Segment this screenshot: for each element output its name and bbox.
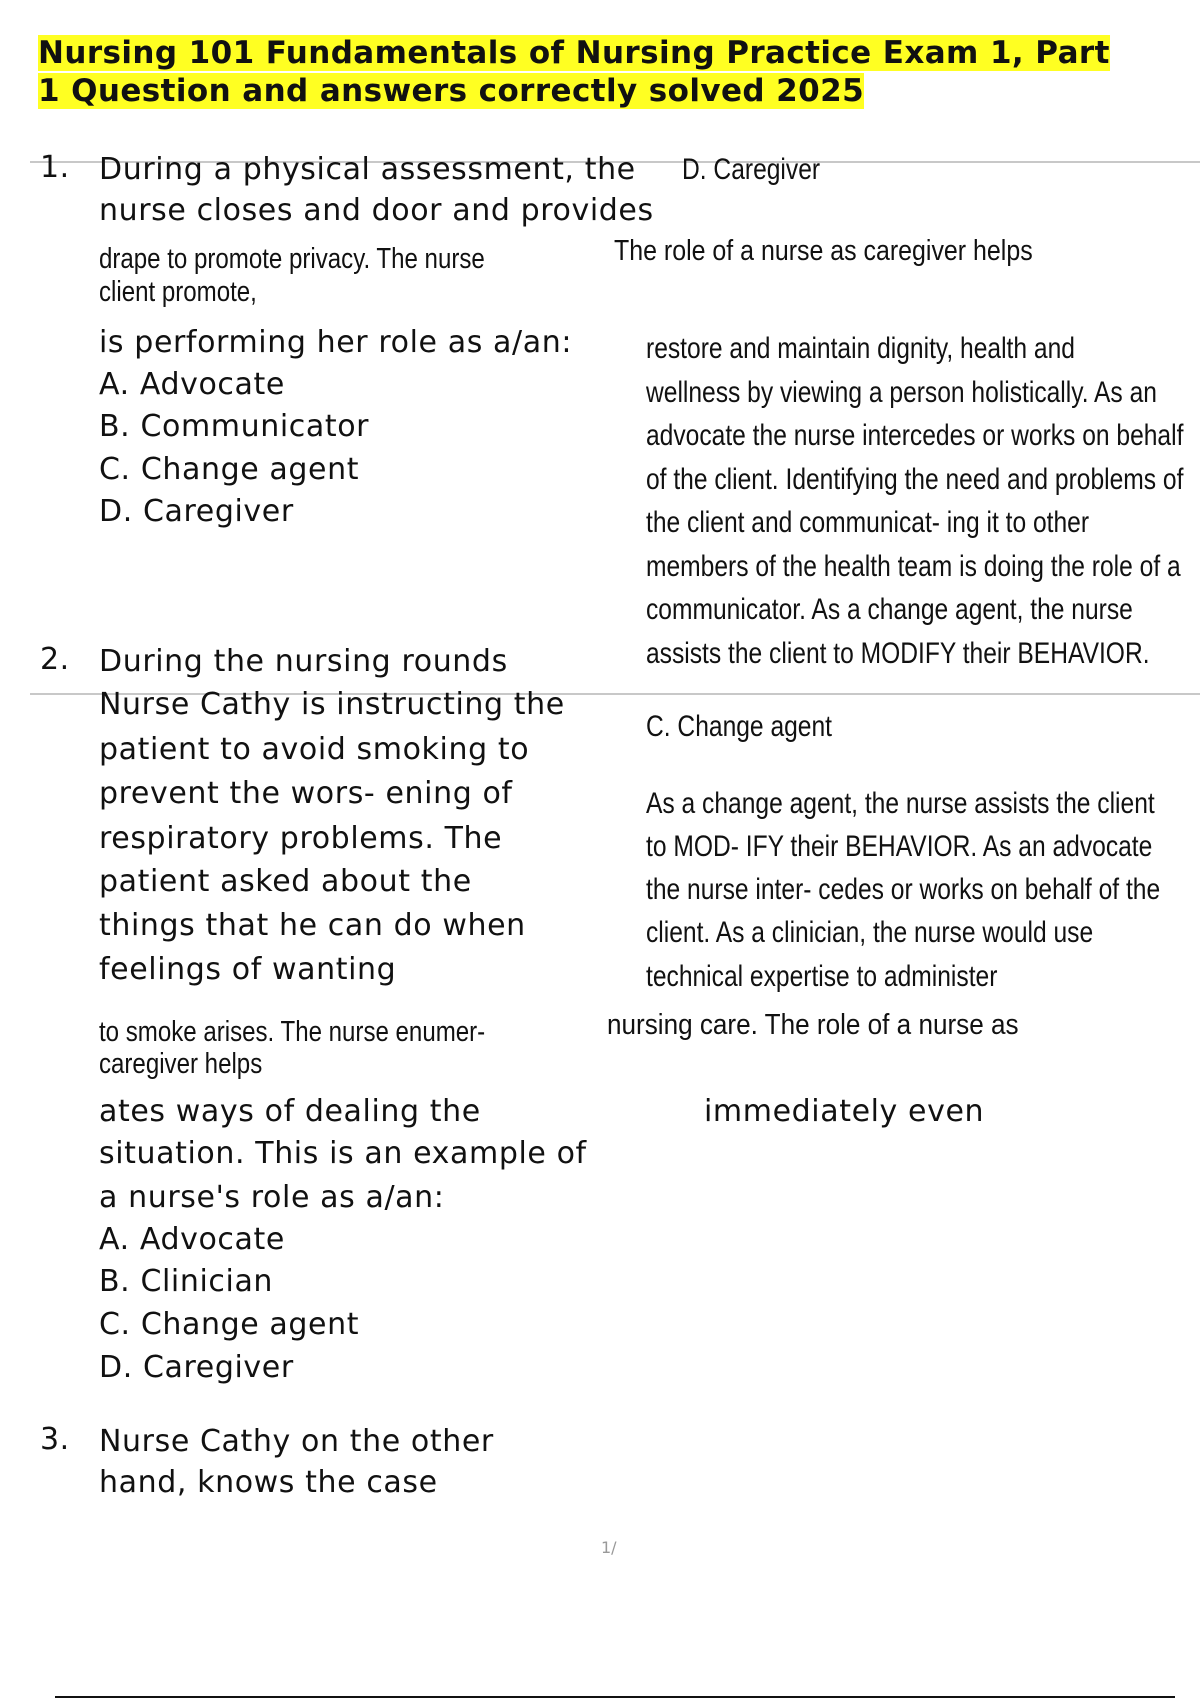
q2-text-line: to smoke arises. The nurse enumer- — [99, 1016, 486, 1048]
q2-text-line: patient asked about the — [99, 864, 472, 899]
title-line-1: Nursing 101 Fundamentals of Nursing Practice Exam 1, Part — [38, 35, 1110, 71]
q1-option-d: D. Caregiver — [99, 494, 294, 529]
q2-text-line: respiratory problems. The — [99, 821, 503, 856]
q1-answer: D. Caregiver — [682, 153, 821, 186]
q2-text-line: During the nursing rounds — [99, 644, 508, 679]
q1-rationale-line: restore and maintain dignity, health and — [646, 332, 1075, 365]
q3-text-line: hand, knows the case — [99, 1465, 438, 1500]
q1-rationale-line: communicator. As a change agent, the nurse — [646, 593, 1133, 626]
q1-rationale-line: members of the health team is doing the role of a — [646, 549, 1181, 583]
q2-rationale-line: client. As a clinician, the nurse would use — [646, 916, 1094, 949]
q2-text-line: a nurse's role as a/an: — [99, 1180, 445, 1215]
q2-text-line: Nurse Cathy is instructing the — [99, 687, 565, 722]
q1-rationale-line: advocate the nurse intercedes or works on behalf — [646, 419, 1184, 452]
q2-text-line: prevent the wors- ening of — [99, 776, 513, 811]
q1-text-line: is performing her role as a/an: — [99, 325, 573, 360]
q2-option-c: C. Change agent — [99, 1307, 360, 1342]
q1-rationale-lead: The role of a nurse as caregiver helps — [614, 235, 1033, 267]
q2-text-line: situation. This is an example of — [99, 1136, 587, 1171]
q2-text-line: caregiver helps — [99, 1048, 263, 1080]
q1-option-c: C. Change agent — [99, 452, 360, 487]
document-title — [38, 34, 1168, 110]
q1-number: 1. — [40, 150, 70, 185]
q1-text-line: drape to promote privacy. The nurse — [99, 243, 485, 275]
q1-text-line: client promote, — [99, 276, 257, 308]
q2-rationale-line: to MOD- IFY their BEHAVIOR. As an advocate — [646, 830, 1153, 863]
q1-option-a: A. Advocate — [99, 367, 285, 402]
q2-answer: C. Change agent — [646, 710, 833, 743]
q1-text-line: During a physical assessment, the — [99, 152, 636, 187]
title-line-2: 1 Question and answers correctly solved 2025 — [38, 73, 865, 109]
page-number: 1/ — [601, 1538, 617, 1557]
q2-rationale-line: As a change agent, the nurse assists the client — [646, 787, 1155, 820]
q2-rationale-line: the nurse inter- cedes or works on behalf of the — [646, 873, 1161, 906]
q2-text-line: ates ways of dealing the — [99, 1094, 481, 1129]
q1-rationale-line: the client and communicat- ing it to other — [646, 506, 1090, 539]
q1-rationale — [646, 327, 1184, 675]
q1-rationale-line: assists the client to MODIFY their BEHAVIOR. — [646, 636, 1150, 670]
q2-option-b: B. Clinician — [99, 1264, 274, 1299]
q2-text-line: patient to avoid smoking to — [99, 732, 530, 767]
q1-rationale-line: wellness by viewing a person holistically. As an — [646, 375, 1157, 409]
q2-rationale-continued: nursing care. The role of a nurse as — [607, 1009, 1019, 1041]
q1-option-b: B. Communicator — [99, 409, 370, 444]
q2-rationale-tail: immediately even — [704, 1094, 985, 1129]
q2-option-a: A. Advocate — [99, 1222, 285, 1257]
footer-rule — [55, 1696, 1175, 1698]
q2-rationale-line: technical expertise to administer — [646, 960, 998, 993]
q1-text-line: nurse closes and door and provides — [99, 193, 654, 228]
q2-text-line: feelings of wanting — [99, 952, 397, 987]
q1-rationale-line: of the client. Identifying the need and problems of — [646, 462, 1184, 496]
q3-number: 3. — [40, 1422, 70, 1457]
q2-number: 2. — [40, 642, 70, 677]
q2-text-line: things that he can do when — [99, 908, 526, 943]
q2-option-d: D. Caregiver — [99, 1350, 294, 1385]
q3-text-line: Nurse Cathy on the other — [99, 1424, 494, 1459]
